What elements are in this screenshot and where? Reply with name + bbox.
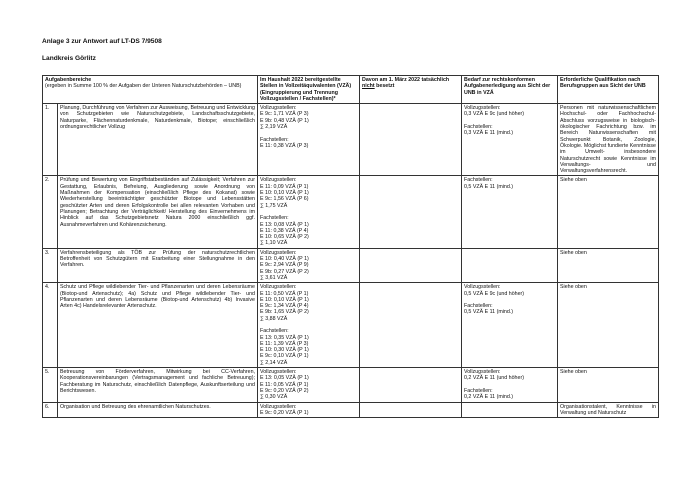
required-positions-line: Fachstellen:: [464, 387, 493, 394]
budget-positions-line: E 11: 0,05 VZÄ (P 1): [260, 381, 309, 388]
task-description: Planung, Durchführung von Verfahren zur Ausweisung, Betreuung und Entwicklung von Schutzgebieten wie Naturschutzgebiete, Landschaftsschutzgebiete, Naturparke, Flächennaturdenkmale, Naturdenkmale, Biotope; einschließlich ordnungsrechtlicher Vollzug: [58, 104, 258, 176]
budget-positions-line: E 9c: 0,20 VZÄ (P 1): [260, 409, 309, 416]
task-description: Betreuung von Förderverfahren, Mitwirkung bei CC-Verfahren, Kooperationsvereinbarungen (Vertragsmanagement und fachliche Betreuung); Fachberatung im Naturschutz, einschließlich Datenpflege, Auskunftserteilung und Berichtswesen.: [58, 368, 258, 402]
required-positions-line: Fachstellen:: [464, 124, 493, 131]
budget-positions: [258, 104, 360, 176]
vacant-positions: [360, 104, 462, 176]
budget-positions-line: ∑ 3,61 VZÄ: [260, 274, 288, 281]
budget-positions-line: E 11: 1,39 VZÄ (P 3): [260, 340, 309, 347]
vacant-positions: [360, 176, 462, 248]
tasks-table: [42, 75, 659, 418]
task-description: Schutz und Pflege wildlebender Tier- und Pflanzenarten und deren Lebensräume (Biotop-und Artenschutz); 4a) Schutz und Pflege wildlebender Tier- und Pflanzenarten und deren Lebensräume (Biotop-und Artenschutz) 4b) Invasive Arten 4c) Handelsrelevanter Artenschutz.: [58, 283, 258, 368]
required-positions-line: 0,5 VZÄ E 9c (und höher): [464, 290, 525, 297]
header-vacant-text: [362, 77, 449, 89]
table-row: [43, 104, 659, 176]
task-description: Organisation und Betreuung des ehrenamtlichen Naturschutzes.: [58, 402, 258, 418]
header-need: [462, 76, 558, 104]
row-number: 6.: [43, 402, 58, 418]
header-budget-text: Im Haushalt 2022 bereitgestellte Stellen in Vollzeitäquivalenten (VZÄ) (Eingruppierung und Trennung Vollzugsstellen / Fachstellen)*: [260, 77, 352, 102]
budget-positions-line: Vollzugsstellen:: [260, 284, 297, 291]
table-row: [43, 368, 659, 402]
budget-positions-line: Fachstellen:: [260, 136, 289, 143]
budget-positions-line: E 10: 0,10 VZÄ (P 1): [260, 296, 309, 303]
budget-positions: [258, 368, 360, 402]
required-positions-line: 0,2 VZÄ E 11 (und höher): [464, 375, 524, 382]
vacant-positions: [360, 248, 462, 282]
header-qualification-text: Erforderliche Qualifikation nach Berufsgruppen aus Sicht der UNB: [560, 77, 646, 90]
budget-positions-line: E 10: 0,30 VZÄ (P 1): [260, 347, 309, 354]
budget-positions-line: E 11: 0,38 VZÄ (P 3): [260, 142, 309, 149]
header-budget: [258, 76, 360, 104]
header-need-text: Bedarf zur rechtskonformen Aufgabenerledigung aus Sicht der UNB in VZÄ: [464, 77, 551, 96]
required-qualification: Personen mit naturwissenschaftlichem Hochschul- oder Fachhochschul-Abschluss vorzugsweise in biologisch-ökologischer Fachrichtung bzw. im Bereich Naturwissenschaften mit Schwerpunkt Botanik, Zoologie, Ökologie. Möglichst fundierte Kenntnisse im Umwelt- insbesondere Naturschutzrecht sowie Kenntnisse im Verwaltungs- und Verwaltungsverfahrensrecht.: [558, 104, 659, 176]
table-body: [43, 104, 659, 418]
budget-positions-line: E 10: 0,10 VZÄ (P 1): [260, 190, 309, 197]
header-vacant-post: besetzt: [376, 83, 395, 90]
budget-positions-line: E 11: 0,38 VZÄ (P 4): [260, 227, 309, 234]
budget-positions-line: E 9c: 1,56 VZÄ (P 6): [260, 196, 309, 203]
header-vacant: [360, 76, 462, 104]
table-row: [43, 402, 659, 418]
required-positions-line: 0,5 VZÄ E 11 (mind.): [464, 309, 514, 316]
table-row: [43, 248, 659, 282]
header-vacant-underlined: nicht: [362, 83, 375, 90]
required-qualification: Siehe oben: [558, 248, 659, 282]
required-positions-line: Vollzugsstellen:: [464, 369, 501, 376]
required-positions: [462, 176, 558, 248]
budget-positions-line: Fachstellen:: [260, 328, 289, 335]
budget-positions-line: E 10: 0,65 VZÄ (P 2): [260, 234, 309, 241]
budget-positions-line: E 9c: 1,71 VZÄ (P 3): [260, 111, 309, 118]
budget-positions-line: E 9b: 0,27 VZÄ (P 2): [260, 268, 309, 275]
budget-positions-line: E 9c: 2,94 VZÄ (P 9): [260, 262, 309, 269]
budget-positions-line: ∑ 2,14 VZÄ: [260, 359, 288, 366]
table-header-row: [43, 76, 659, 104]
budget-positions-line: E 9b: 1,65 VZÄ (P 2): [260, 309, 309, 316]
required-positions-line: Fachstellen:: [464, 303, 493, 310]
budget-positions-line: E 9c: 0,10 VZÄ (P 1): [260, 353, 309, 360]
required-positions: [462, 104, 558, 176]
required-positions-line: Vollzugsstellen:: [464, 284, 501, 291]
budget-positions-line: E 10: 0,40 VZÄ (P 1): [260, 256, 309, 263]
budget-positions-line: Vollzugsstellen:: [260, 403, 297, 410]
required-positions-line: Fachstellen:: [464, 177, 493, 184]
budget-positions-line: ∑ 1,75 VZÄ: [260, 202, 288, 209]
budget-positions-line: Vollzugsstellen:: [260, 249, 297, 256]
annex-title: Anlage 3 zur Antwort auf LT-DS 7/9508: [42, 38, 162, 45]
required-positions: [462, 283, 558, 368]
vacant-positions: [360, 368, 462, 402]
required-qualification: Siehe oben: [558, 283, 659, 368]
header-task-note: (ergeben in Summe 100 % der Aufgaben der Unteren Naturschutzbehörden – UNB): [45, 83, 242, 90]
budget-positions-line: Fachstellen:: [260, 215, 289, 222]
row-number: 1.: [43, 104, 58, 176]
required-positions: [462, 368, 558, 402]
row-number: 3.: [43, 248, 58, 282]
budget-positions-line: ∑ 2,19 VZÄ: [260, 124, 288, 131]
budget-positions-line: ∑ 3,88 VZÄ: [260, 315, 288, 322]
vacant-positions: [360, 402, 462, 418]
budget-positions-line: Vollzugsstellen:: [260, 105, 297, 112]
budget-positions-line: E 13: 0,35 VZÄ (P 1): [260, 334, 309, 341]
row-number: 4.: [43, 283, 58, 368]
required-qualification: Organisationstalent, Kenntnisse in Verwaltung und Naturschutz: [558, 402, 659, 418]
header-qualification: [558, 76, 659, 104]
required-positions-line: Vollzugsstellen:: [464, 105, 501, 112]
required-qualification: Siehe oben: [558, 176, 659, 248]
required-positions-line: 0,3 VZÄ E 9c (und höher): [464, 111, 525, 118]
budget-positions-line: E 13: 0,05 VZÄ (P 1): [260, 375, 309, 382]
header-vacant-pre: Davon am 1. März 2022 tatsächlich: [362, 77, 450, 83]
header-task-area: [43, 76, 258, 104]
budget-positions-line: ∑ 0,30 VZÄ: [260, 394, 288, 401]
budget-positions: [258, 176, 360, 248]
budget-positions-line: E 13: 0,08 VZÄ (P 1): [260, 221, 309, 228]
table-row: [43, 283, 659, 368]
budget-positions-line: ∑ 1,10 VZÄ: [260, 240, 288, 247]
task-description: Verfahrensbeteiligung als TÖB zur Prüfung der naturschutzrechtlichen Betroffenheit von Schutzgütern mit Erarbeitung einer Stellungnahme in den Verfahren.: [58, 248, 258, 282]
required-positions: [462, 248, 558, 282]
row-number: 2.: [43, 176, 58, 248]
required-positions-line: 0,3 VZÄ E 11 (mind.): [464, 130, 514, 137]
budget-positions-line: E 9b: 0,48 VZÄ (P 1): [260, 117, 309, 124]
budget-positions-line: Vollzugsstellen:: [260, 177, 297, 184]
budget-positions-line: Vollzugsstellen:: [260, 369, 297, 376]
required-positions-line: 0,5 VZÄ E 11 (mind.): [464, 183, 514, 190]
budget-positions-line: E 9c: 0,20 VZÄ (P 2): [260, 387, 309, 394]
required-positions: [462, 402, 558, 418]
budget-positions-line: E 11: 0,09 VZÄ (P 1): [260, 183, 309, 190]
vacant-positions: [360, 283, 462, 368]
required-positions-line: 0,2 VZÄ E 11 (mind.): [464, 394, 514, 401]
budget-positions: [258, 283, 360, 368]
header-task-title: Aufgabenbereiche: [45, 77, 92, 83]
district-name: Landkreis Görlitz: [42, 55, 96, 62]
budget-positions: [258, 248, 360, 282]
table-row: [43, 176, 659, 248]
budget-positions-line: E 9c: 1,34 VZÄ (P 4): [260, 303, 309, 310]
row-number: 5.: [43, 368, 58, 402]
budget-positions-line: E 11: 0,50 VZÄ (P 1): [260, 290, 309, 297]
required-qualification: Siehe oben: [558, 368, 659, 402]
budget-positions: [258, 402, 360, 418]
task-description: Prüfung und Bewertung von Eingriffstatbeständen auf Zulässigkeit; Verfahren zur Gestattung, Erlaubnis, Befreiung, Ausgliederung sowie Anordnung von Maßnahmen der Kompensation (einschließlich Pflege des Kokanat) sowie Wiederherstellung beeinträchtigter geschützter Biotope und Lebensstätten geschützter Arten und deren Erfolgskontrolle bei allen relevanten Vorhaben und Planungen; Betrachtung der Verträglichkeit/ Herstellung des Einvernehmens im Hinblick auf das Schutzgebietsnetz Natura 2000 einschließlich ggf. Ausnahmeverfahren und Kohärenzsicherung.: [58, 176, 258, 248]
